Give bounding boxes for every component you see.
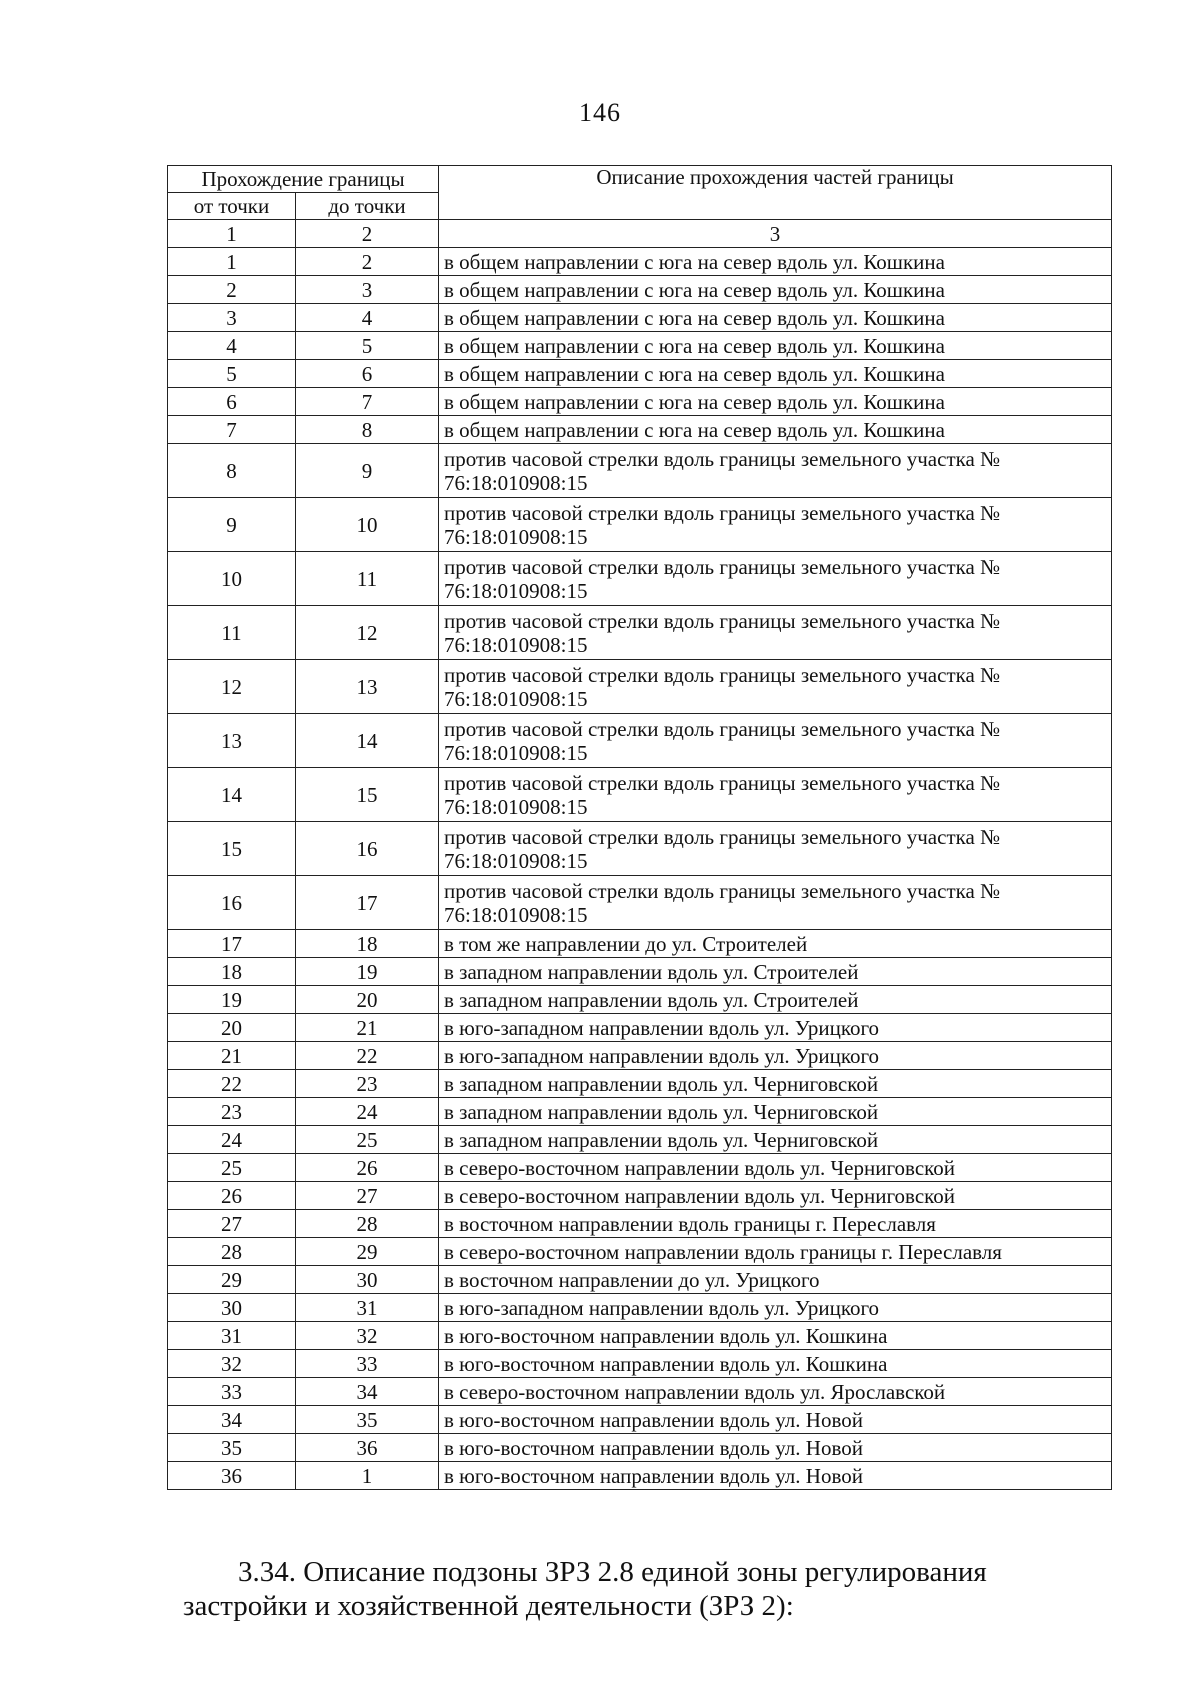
description-cell: в западном направлении вдоль ул. Черниговской bbox=[439, 1098, 1112, 1126]
to-point-cell: 9 bbox=[296, 444, 439, 498]
to-point-cell: 33 bbox=[296, 1350, 439, 1378]
description-cell: в юго-восточном направлении вдоль ул. Кошкина bbox=[439, 1350, 1112, 1378]
boundary-table bbox=[167, 165, 1112, 1490]
description-cell: в юго-восточном направлении вдоль ул. Новой bbox=[439, 1406, 1112, 1434]
to-point-cell: 17 bbox=[296, 876, 439, 930]
description-cell: в юго-западном направлении вдоль ул. Урицкого bbox=[439, 1042, 1112, 1070]
from-point-cell: 20 bbox=[168, 1014, 296, 1042]
to-point-cell: 20 bbox=[296, 986, 439, 1014]
from-point-cell: 17 bbox=[168, 930, 296, 958]
to-point-cell: 5 bbox=[296, 332, 439, 360]
to-point-cell: 3 bbox=[296, 276, 439, 304]
header-boundary-passage: Прохождение границы bbox=[168, 166, 439, 193]
description-cell: в том же направлении до ул. Строителей bbox=[439, 930, 1112, 958]
table-body bbox=[168, 248, 1112, 1490]
parcel-cadastral-number: 76:18:010908:15 bbox=[444, 794, 588, 819]
description-cell: в юго-восточном направлении вдоль ул. Новой bbox=[439, 1434, 1112, 1462]
column-number-1: 1 bbox=[168, 220, 296, 248]
description-cell: в общем направлении с юга на север вдоль ул. Кошкина bbox=[439, 276, 1112, 304]
description-cell: в юго-западном направлении вдоль ул. Урицкого bbox=[439, 1014, 1112, 1042]
description-cell: в юго-восточном направлении вдоль ул. Кошкина bbox=[439, 1322, 1112, 1350]
table-row bbox=[168, 360, 1112, 388]
from-point-cell: 27 bbox=[168, 1210, 296, 1238]
section-heading-line-2: и хозяйственной деятельности (ЗРЗ 2): bbox=[314, 1590, 794, 1622]
table-row bbox=[168, 332, 1112, 360]
from-point-cell: 25 bbox=[168, 1154, 296, 1182]
parcel-cadastral-number: 76:18:010908:15 bbox=[444, 902, 588, 927]
parcel-cadastral-number: 76:18:010908:15 bbox=[444, 524, 588, 549]
from-point-cell: 2 bbox=[168, 276, 296, 304]
table-row bbox=[168, 276, 1112, 304]
parcel-cadastral-number: 76:18:010908:15 bbox=[444, 470, 588, 495]
to-point-cell: 15 bbox=[296, 768, 439, 822]
section-heading-line-1: 3.34. Описание подзоны ЗРЗ 2.8 единой зоны регулирования застройки bbox=[183, 1556, 987, 1622]
to-point-cell: 36 bbox=[296, 1434, 439, 1462]
description-cell: в восточном направлении до ул. Урицкого bbox=[439, 1266, 1112, 1294]
description-cell: в западном направлении вдоль ул. Черниговской bbox=[439, 1070, 1112, 1098]
section-heading bbox=[183, 1555, 1113, 1623]
description-cell bbox=[439, 876, 1112, 930]
from-point-cell: 4 bbox=[168, 332, 296, 360]
table-row bbox=[168, 768, 1112, 822]
table-row bbox=[168, 606, 1112, 660]
from-point-cell: 26 bbox=[168, 1182, 296, 1210]
description-cell: в северо-восточном направлении вдоль ул. Черниговской bbox=[439, 1182, 1112, 1210]
description-cell: в общем направлении с юга на север вдоль ул. Кошкина bbox=[439, 360, 1112, 388]
from-point-cell: 13 bbox=[168, 714, 296, 768]
description-cell: в западном направлении вдоль ул. Черниговской bbox=[439, 1126, 1112, 1154]
description-cell bbox=[439, 822, 1112, 876]
description-cell: в общем направлении с юга на север вдоль ул. Кошкина bbox=[439, 304, 1112, 332]
description-cell: в юго-восточном направлении вдоль ул. Новой bbox=[439, 1462, 1112, 1490]
table-row bbox=[168, 1126, 1112, 1154]
to-point-cell: 1 bbox=[296, 1462, 439, 1490]
from-point-cell: 29 bbox=[168, 1266, 296, 1294]
to-point-cell: 34 bbox=[296, 1378, 439, 1406]
description-line-1: против часовой стрелки вдоль границы земельного участка № bbox=[444, 716, 1001, 741]
to-point-cell: 26 bbox=[296, 1154, 439, 1182]
description-cell bbox=[439, 552, 1112, 606]
from-point-cell: 14 bbox=[168, 768, 296, 822]
to-point-cell: 13 bbox=[296, 660, 439, 714]
table-row bbox=[168, 958, 1112, 986]
table-row bbox=[168, 714, 1112, 768]
table-row bbox=[168, 930, 1112, 958]
table-row bbox=[168, 416, 1112, 444]
table-row bbox=[168, 1014, 1112, 1042]
from-point-cell: 23 bbox=[168, 1098, 296, 1126]
table-row bbox=[168, 986, 1112, 1014]
table-row bbox=[168, 304, 1112, 332]
to-point-cell: 31 bbox=[296, 1294, 439, 1322]
table-row bbox=[168, 498, 1112, 552]
to-point-cell: 4 bbox=[296, 304, 439, 332]
description-cell: в западном направлении вдоль ул. Строителей bbox=[439, 958, 1112, 986]
table-row bbox=[168, 876, 1112, 930]
table-row bbox=[168, 1406, 1112, 1434]
from-point-cell: 24 bbox=[168, 1126, 296, 1154]
from-point-cell: 11 bbox=[168, 606, 296, 660]
to-point-cell: 6 bbox=[296, 360, 439, 388]
description-line-1: против часовой стрелки вдоль границы земельного участка № bbox=[444, 554, 1001, 579]
description-line-1: против часовой стрелки вдоль границы земельного участка № bbox=[444, 824, 1001, 849]
to-point-cell: 21 bbox=[296, 1014, 439, 1042]
table-row bbox=[168, 444, 1112, 498]
table-row bbox=[168, 822, 1112, 876]
table-row bbox=[168, 1210, 1112, 1238]
description-cell bbox=[439, 768, 1112, 822]
to-point-cell: 32 bbox=[296, 1322, 439, 1350]
to-point-cell: 22 bbox=[296, 1042, 439, 1070]
description-cell: в общем направлении с юга на север вдоль ул. Кошкина bbox=[439, 248, 1112, 276]
description-line-1: против часовой стрелки вдоль границы земельного участка № bbox=[444, 878, 1001, 903]
description-line-1: против часовой стрелки вдоль границы земельного участка № bbox=[444, 662, 1001, 687]
to-point-cell: 29 bbox=[296, 1238, 439, 1266]
table-row bbox=[168, 1042, 1112, 1070]
parcel-cadastral-number: 76:18:010908:15 bbox=[444, 848, 588, 873]
from-point-cell: 19 bbox=[168, 986, 296, 1014]
description-line-1: против часовой стрелки вдоль границы земельного участка № bbox=[444, 500, 1001, 525]
to-point-cell: 27 bbox=[296, 1182, 439, 1210]
table-row bbox=[168, 1322, 1112, 1350]
to-point-cell: 30 bbox=[296, 1266, 439, 1294]
parcel-cadastral-number: 76:18:010908:15 bbox=[444, 632, 588, 657]
from-point-cell: 16 bbox=[168, 876, 296, 930]
table-row bbox=[168, 552, 1112, 606]
description-line-1: против часовой стрелки вдоль границы земельного участка № bbox=[444, 446, 1001, 471]
to-point-cell: 10 bbox=[296, 498, 439, 552]
parcel-cadastral-number: 76:18:010908:15 bbox=[444, 686, 588, 711]
from-point-cell: 34 bbox=[168, 1406, 296, 1434]
table-row bbox=[168, 1182, 1112, 1210]
to-point-cell: 12 bbox=[296, 606, 439, 660]
table-row bbox=[168, 1378, 1112, 1406]
to-point-cell: 14 bbox=[296, 714, 439, 768]
description-cell: в западном направлении вдоль ул. Строителей bbox=[439, 986, 1112, 1014]
description-cell: в общем направлении с юга на север вдоль ул. Кошкина bbox=[439, 332, 1112, 360]
to-point-cell: 11 bbox=[296, 552, 439, 606]
from-point-cell: 5 bbox=[168, 360, 296, 388]
from-point-cell: 21 bbox=[168, 1042, 296, 1070]
from-point-cell: 12 bbox=[168, 660, 296, 714]
to-point-cell: 24 bbox=[296, 1098, 439, 1126]
from-point-cell: 30 bbox=[168, 1294, 296, 1322]
table-row bbox=[168, 1434, 1112, 1462]
table-row bbox=[168, 248, 1112, 276]
from-point-cell: 31 bbox=[168, 1322, 296, 1350]
description-cell: в северо-восточном направлении вдоль границы г. Переславля bbox=[439, 1238, 1112, 1266]
table-row bbox=[168, 1350, 1112, 1378]
table-row bbox=[168, 1266, 1112, 1294]
table-row bbox=[168, 1462, 1112, 1490]
to-point-cell: 7 bbox=[296, 388, 439, 416]
to-point-cell: 16 bbox=[296, 822, 439, 876]
to-point-cell: 8 bbox=[296, 416, 439, 444]
table-row bbox=[168, 1154, 1112, 1182]
description-cell: в восточном направлении вдоль границы г. Переславля bbox=[439, 1210, 1112, 1238]
from-point-cell: 22 bbox=[168, 1070, 296, 1098]
to-point-cell: 28 bbox=[296, 1210, 439, 1238]
from-point-cell: 8 bbox=[168, 444, 296, 498]
description-cell bbox=[439, 444, 1112, 498]
to-point-cell: 18 bbox=[296, 930, 439, 958]
header-from-point: от точки bbox=[168, 193, 296, 220]
to-point-cell: 19 bbox=[296, 958, 439, 986]
from-point-cell: 36 bbox=[168, 1462, 296, 1490]
from-point-cell: 3 bbox=[168, 304, 296, 332]
table-row bbox=[168, 1098, 1112, 1126]
from-point-cell: 7 bbox=[168, 416, 296, 444]
description-line-1: против часовой стрелки вдоль границы земельного участка № bbox=[444, 770, 1001, 795]
to-point-cell: 2 bbox=[296, 248, 439, 276]
to-point-cell: 23 bbox=[296, 1070, 439, 1098]
table-row bbox=[168, 1294, 1112, 1322]
description-line-1: против часовой стрелки вдоль границы земельного участка № bbox=[444, 608, 1001, 633]
description-cell bbox=[439, 606, 1112, 660]
from-point-cell: 6 bbox=[168, 388, 296, 416]
table-row bbox=[168, 660, 1112, 714]
from-point-cell: 35 bbox=[168, 1434, 296, 1462]
page-number: 146 bbox=[579, 98, 621, 127]
table-row bbox=[168, 1238, 1112, 1266]
header-to-point: до точки bbox=[296, 193, 439, 220]
column-number-3: 3 bbox=[439, 220, 1112, 248]
table-row bbox=[168, 1070, 1112, 1098]
description-cell: в северо-восточном направлении вдоль ул. Черниговской bbox=[439, 1154, 1112, 1182]
table-row bbox=[168, 388, 1112, 416]
from-point-cell: 15 bbox=[168, 822, 296, 876]
to-point-cell: 25 bbox=[296, 1126, 439, 1154]
from-point-cell: 32 bbox=[168, 1350, 296, 1378]
from-point-cell: 28 bbox=[168, 1238, 296, 1266]
from-point-cell: 9 bbox=[168, 498, 296, 552]
parcel-cadastral-number: 76:18:010908:15 bbox=[444, 578, 588, 603]
description-cell bbox=[439, 660, 1112, 714]
from-point-cell: 18 bbox=[168, 958, 296, 986]
description-cell: в юго-западном направлении вдоль ул. Урицкого bbox=[439, 1294, 1112, 1322]
description-cell bbox=[439, 498, 1112, 552]
header-description: Описание прохождения частей границы bbox=[439, 166, 1112, 220]
column-number-2: 2 bbox=[296, 220, 439, 248]
description-cell: в общем направлении с юга на север вдоль ул. Кошкина bbox=[439, 416, 1112, 444]
table-header bbox=[168, 166, 1112, 248]
description-cell: в северо-восточном направлении вдоль ул. Ярославской bbox=[439, 1378, 1112, 1406]
from-point-cell: 10 bbox=[168, 552, 296, 606]
from-point-cell: 1 bbox=[168, 248, 296, 276]
to-point-cell: 35 bbox=[296, 1406, 439, 1434]
description-cell: в общем направлении с юга на север вдоль ул. Кошкина bbox=[439, 388, 1112, 416]
parcel-cadastral-number: 76:18:010908:15 bbox=[444, 740, 588, 765]
description-cell bbox=[439, 714, 1112, 768]
from-point-cell: 33 bbox=[168, 1378, 296, 1406]
